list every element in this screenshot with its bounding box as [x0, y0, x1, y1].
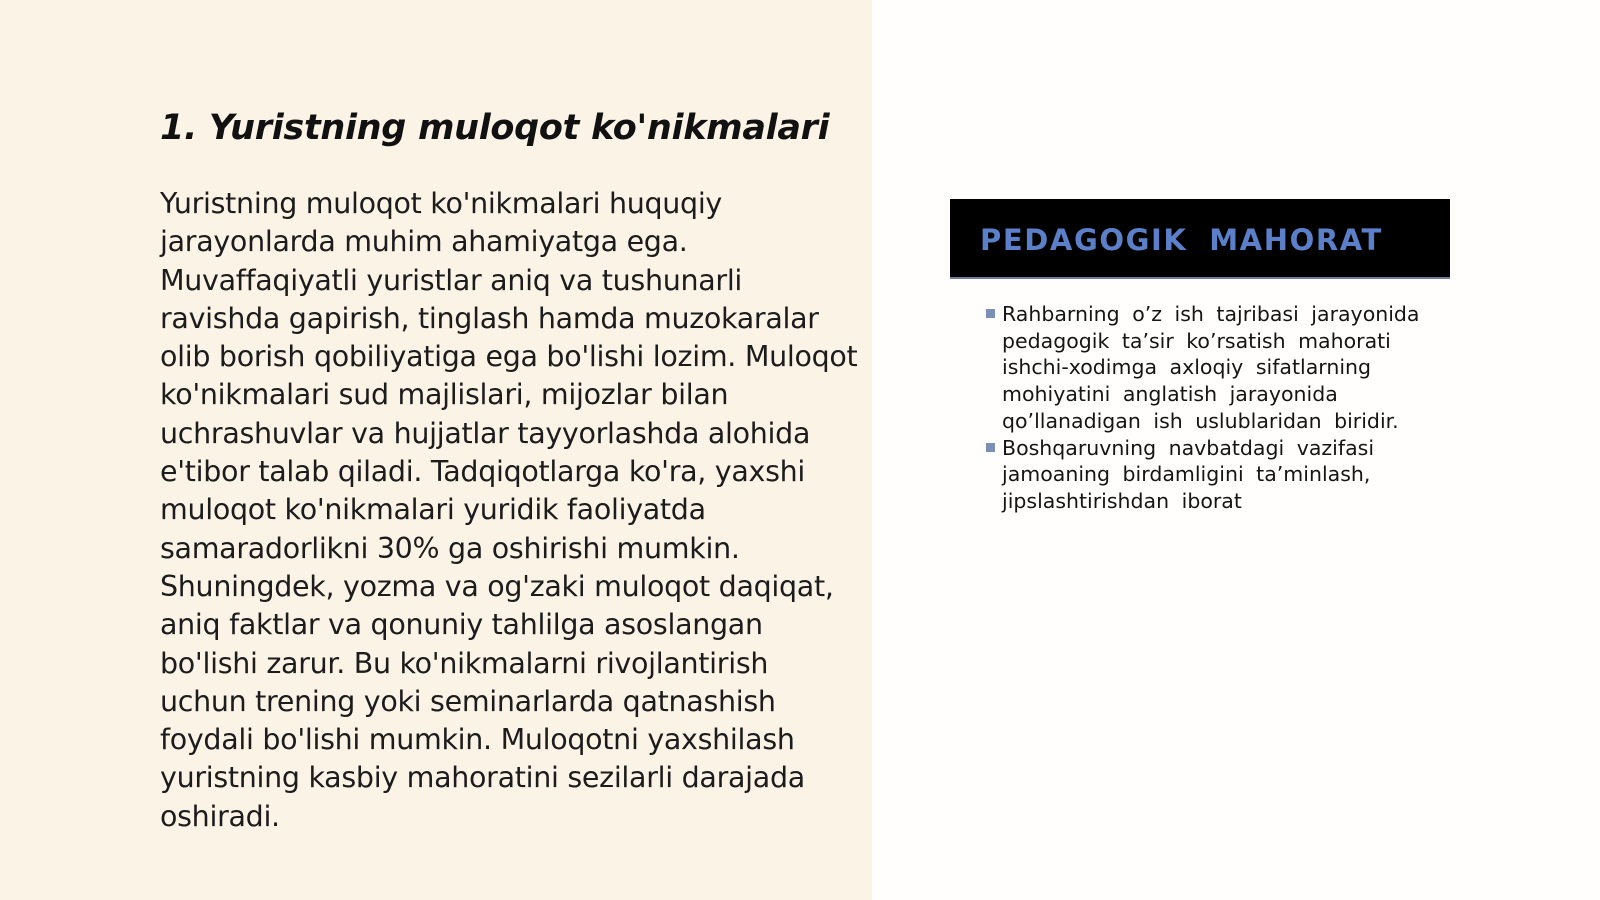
image-bullet-text: Boshqaruvning navbatdagi vazifasi jamoaning birdamligini ta’minlash, jipslashtirishdan iborat: [1002, 435, 1375, 513]
slide-title: 1. Yuristning muloqot ko'nikmalari: [160, 108, 830, 148]
image-bullet-item: [986, 435, 1426, 515]
square-bullet-icon: [986, 443, 995, 452]
square-bullet-icon: [986, 309, 995, 318]
image-bullet-text: Rahbarning o’z ish tajribasi jarayonida pedagogik ta’sir ko’rsatish mahorati ishchi-xodimga axloqiy sifatlarning mohiyatini anglatish jarayonida qo’llanadigan ish uslublaridan biridir.: [1002, 302, 1420, 433]
image-header-bar: [950, 199, 1450, 279]
image-header-title: PEDAGOGIK MAHORAT: [980, 223, 1383, 257]
image-bullet-list: [986, 301, 1426, 515]
image-bullet-item: [986, 301, 1426, 435]
pedagogik-mahorat-image: [950, 199, 1450, 544]
slide-body-text: Yuristning muloqot ko'nikmalari huquqiy jarayonlarda muhim ahamiyatga ega. Muvaffaqiyatli yuristlar aniq va tushunarli ravishda gapirish, tinglash hamda muzokaralar olib borish qobiliyatiga ega bo'lishi lozim. Muloqot ko'nikmalari sud majlislari, mijozlar bilan uchrashuvlar va hujjatlar tayyorlashda alohida e'tibor talab qiladi. Tadqiqotlarga ko'ra, yaxshi muloqot ko'nikmalari yuridik faoliyatda samaradorlikni 30% ga oshirishi mumkin. Shuningdek, yozma va og'zaki muloqot daqiqat, aniq faktlar va qonuniy tahlilga asoslangan bo'lishi zarur. Bu ko'nikmalarni rivojlantirish uchun trening yoki seminarlarda qatnashish foydali bo'lishi mumkin. Muloqotni yaxshilash yuristning kasbiy mahoratini sezilarli darajada oshiradi.: [160, 187, 858, 833]
